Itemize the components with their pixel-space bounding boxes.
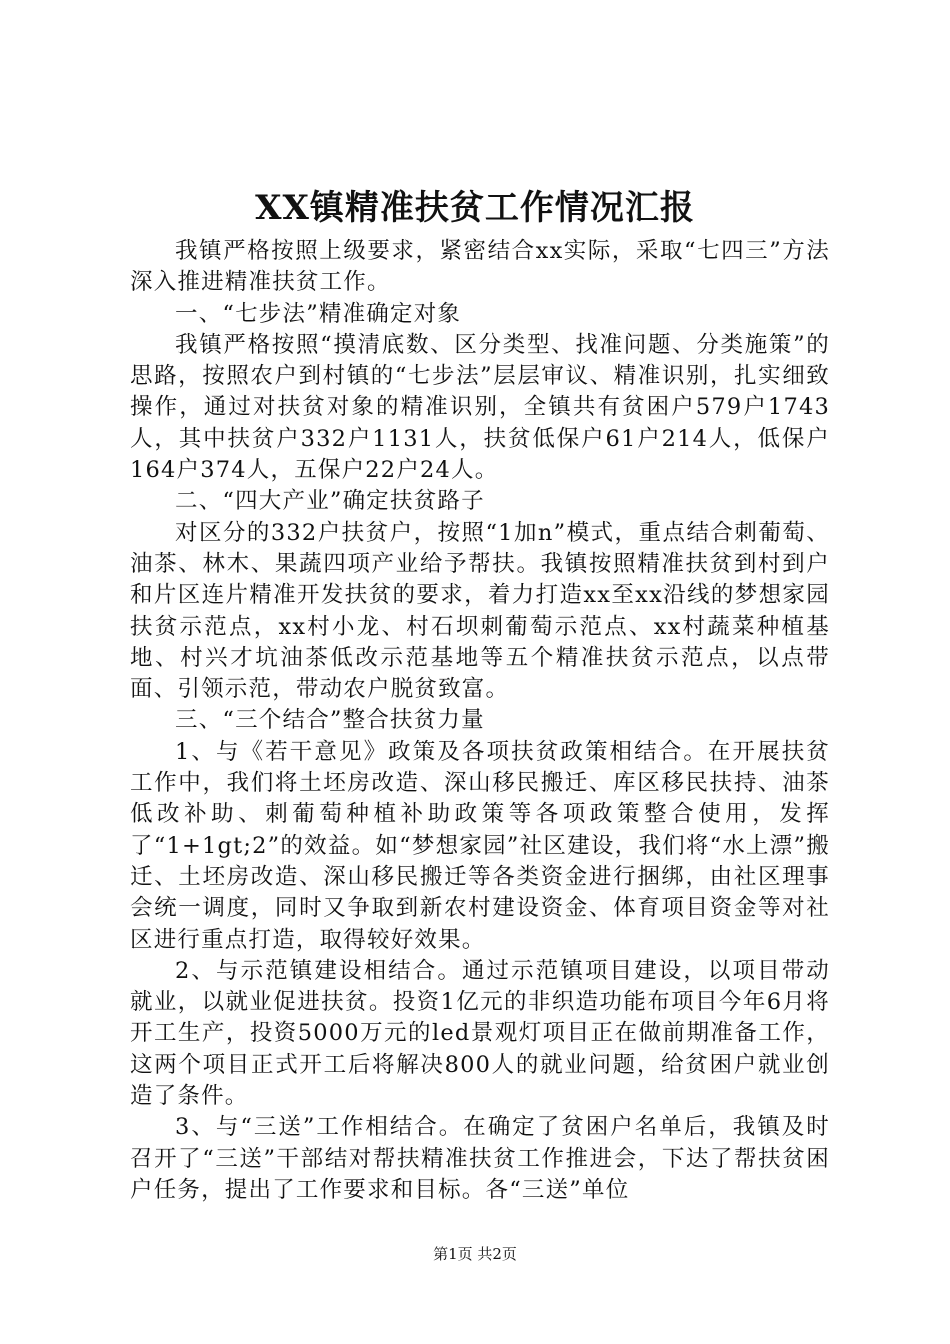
paragraph-section-1: 我镇严格按照“摸清底数、区分类型、找准问题、分类施策”的思路，按照农户到村镇的“七步法”层层审议、精准识别，扎实细致操作，通过对扶贫对象的精准识别，全镇共有贫困户579户1743人，其中扶贫户332户1131人，扶贫低保户61户214人，低保户164户374人，五保户22户24人。	[130, 331, 830, 484]
document-body	[130, 236, 830, 1206]
document-title: XX镇精准扶贫工作情况汇报	[255, 188, 695, 228]
paragraph-section-3-item-3: 3、与“三送”工作相结合。在确定了贫困户名单后，我镇及时召开了“三送”干部结对帮扶精准扶贫工作推进会，下达了帮扶贫困户任务，提出了工作要求和目标。各“三送”单位	[130, 1114, 830, 1203]
paragraph-intro: 我镇严格按照上级要求，紧密结合xx实际，采取“七四三”方法深入推进精准扶贫工作。	[130, 238, 830, 296]
page-footer: 第1页 共2页	[433, 1245, 517, 1263]
heading-section-1: 一、“七步法”精准确定对象	[175, 300, 462, 327]
paragraph-section-2: 对区分的332户扶贫户，按照“1加n”模式，重点结合刺葡萄、油茶、林木、果蔬四项产业给予帮扶。我镇按照精准扶贫到村到户和片区连片精准开发扶贫的要求，着力打造xx至xx沿线的梦想家园扶贫示范点，xx村小龙、村石坝刺葡萄示范点、xx村蔬菜种植基地、村兴才坑油茶低改示范基地等五个精准扶贫示范点，以点带面、引领示范，带动农户脱贫致富。	[130, 519, 830, 703]
paragraph-section-3-item-1: 1、与《若干意见》政策及各项扶贫政策相结合。在开展扶贫工作中，我们将土坯房改造、深山移民搬迁、库区移民扶持、油茶低改补助、刺葡萄种植补助政策等各项政策整合使用，发挥了“1+1gt;2”的效益。如“梦想家园”社区建设，我们将“水上漂”搬迁、土坯房改造、深山移民搬迁等各类资金进行捆绑，由社区理事会统一调度，同时又争取到新农村建设资金、体育项目资金等对社区进行重点打造，取得较好效果。	[130, 738, 830, 953]
heading-section-3: 三、“三个结合”整合扶贫力量	[175, 707, 485, 734]
paragraph-section-3-item-2: 2、与示范镇建设相结合。通过示范镇项目建设，以项目带动就业，以就业促进扶贫。投资1亿元的非织造功能布项目今年6月将开工生产，投资5000万元的led景观灯项目正在做前期准备工作，这两个项目正式开工后将解决800人的就业问题，给贫困户就业创造了条件。	[130, 957, 830, 1110]
heading-section-2: 二、“四大产业”确定扶贫路子	[175, 488, 485, 515]
